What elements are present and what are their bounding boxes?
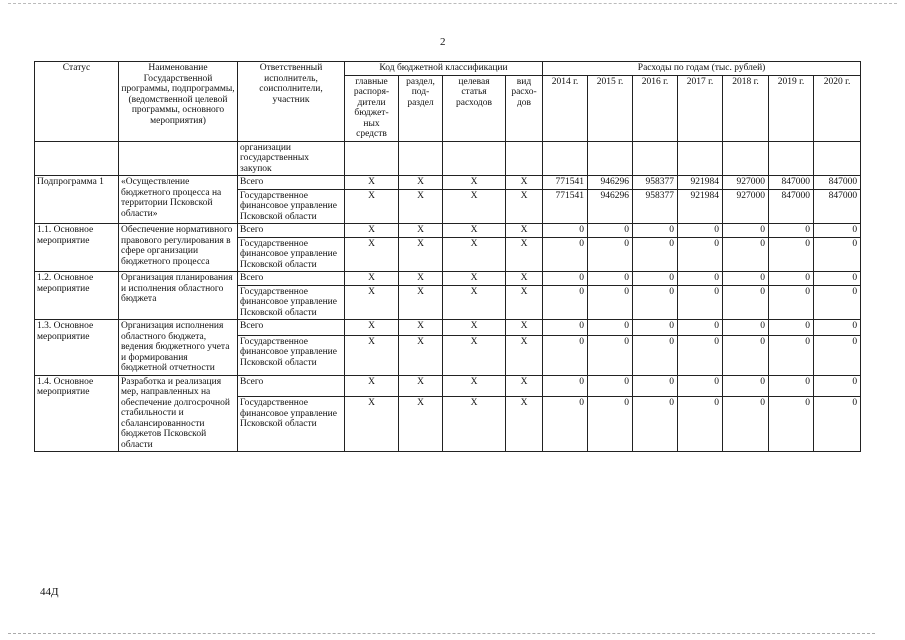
code-cell: X [345,285,399,320]
status-cell: Подпрограмма 1 [35,176,119,224]
table-row [35,320,861,336]
code-cell: X [399,176,443,190]
header-year: 2014 г. [543,75,588,141]
responsible-cell: Всего [238,272,345,286]
code-cell: X [399,272,443,286]
header-responsible: Ответственный исполнитель, соисполнители, участник [238,62,345,142]
responsible-cell: Государственное финансовое управление Псковской области [238,335,345,375]
value-cell: 0 [814,285,861,320]
responsible-cell: Всего [238,176,345,190]
value-cell: 0 [678,320,723,336]
value-cell: 0 [769,397,814,452]
value-cell: 0 [543,397,588,452]
value-cell: 0 [543,224,588,238]
responsible-cell: Государственное финансовое управление Псковской области [238,189,345,224]
header-name: Наименование Государственной программы, подпрограммы, (ведомственной целевой программы, основного мероприятия) [119,62,238,142]
code-cell: X [506,285,543,320]
footer-code: 44Д [40,586,59,598]
value-cell: 0 [814,272,861,286]
code-cell: X [506,272,543,286]
value-cell: 0 [678,335,723,375]
continuation-responsible: организации государственных закупок [238,141,345,176]
code-cell: X [399,285,443,320]
value-cell: 0 [769,335,814,375]
code-cell: X [443,397,506,452]
value-cell: 0 [769,285,814,320]
responsible-cell: Всего [238,320,345,336]
responsible-cell: Всего [238,375,345,397]
value-cell: 847000 [814,189,861,224]
value-cell: 927000 [723,176,769,190]
code-cell: X [345,397,399,452]
code-cell: X [506,375,543,397]
value-cell: 0 [678,224,723,238]
code-cell: X [443,335,506,375]
header-year: 2019 г. [769,75,814,141]
value-cell: 0 [588,320,633,336]
value-cell: 0 [633,237,678,272]
code-cell: X [399,375,443,397]
value-cell: 0 [769,237,814,272]
code-cell: X [506,320,543,336]
header-code-col: целевая статья расходов [443,75,506,141]
value-cell: 0 [769,375,814,397]
value-cell: 0 [814,375,861,397]
value-cell: 0 [678,272,723,286]
code-cell: X [443,224,506,238]
value-cell: 847000 [814,176,861,190]
code-cell: X [399,224,443,238]
code-cell: X [443,285,506,320]
code-cell: X [443,375,506,397]
value-cell: 946296 [588,176,633,190]
value-cell: 0 [543,320,588,336]
value-cell: 958377 [633,189,678,224]
value-cell: 0 [588,375,633,397]
value-cell: 0 [678,285,723,320]
code-cell: X [443,176,506,190]
status-cell: 1.2. Основное мероприятие [35,272,119,320]
value-cell: 927000 [723,189,769,224]
value-cell: 0 [723,335,769,375]
value-cell: 946296 [588,189,633,224]
code-cell: X [345,189,399,224]
code-cell: X [443,237,506,272]
code-cell: X [506,397,543,452]
scan-bottom-edge [8,633,875,634]
value-cell: 0 [543,237,588,272]
code-cell: X [345,375,399,397]
value-cell: 0 [723,224,769,238]
value-cell: 0 [588,335,633,375]
value-cell: 0 [769,224,814,238]
value-cell: 0 [633,285,678,320]
status-cell: 1.4. Основное мероприятие [35,375,119,452]
code-cell: X [345,176,399,190]
value-cell: 0 [543,375,588,397]
header-year: 2015 г. [588,75,633,141]
value-cell: 0 [633,375,678,397]
table-row [35,224,861,238]
table-row [35,375,861,397]
responsible-cell: Государственное финансовое управление Псковской области [238,397,345,452]
table-body [35,141,861,452]
value-cell: 921984 [678,189,723,224]
value-cell: 0 [543,285,588,320]
code-cell: X [345,237,399,272]
name-cell: Организация исполнения областного бюджета, ведения бюджетного учета и формирования бюджетной отчетности [119,320,238,376]
table-row [35,272,861,286]
code-cell: X [443,189,506,224]
value-cell: 0 [723,320,769,336]
budget-table [34,61,861,452]
code-cell: X [345,272,399,286]
page-number: 2 [440,36,446,48]
header-year: 2020 г. [814,75,861,141]
value-cell: 0 [769,272,814,286]
value-cell: 958377 [633,176,678,190]
value-cell: 771541 [543,176,588,190]
value-cell: 0 [814,335,861,375]
value-cell: 0 [723,272,769,286]
code-cell: X [345,320,399,336]
scan-top-edge [8,3,897,4]
value-cell: 771541 [543,189,588,224]
value-cell: 921984 [678,176,723,190]
value-cell: 0 [588,237,633,272]
value-cell: 0 [588,272,633,286]
code-cell: X [506,176,543,190]
value-cell: 0 [633,335,678,375]
header-year: 2016 г. [633,75,678,141]
value-cell: 0 [723,237,769,272]
header-code-col: раздел, под-раздел [399,75,443,141]
value-cell: 0 [543,272,588,286]
code-cell: X [443,272,506,286]
name-cell: «Осуществление бюджетного процесса на территории Псковской области» [119,176,238,224]
header-budget-code: Код бюджетной классификации [345,62,543,76]
status-cell: 1.3. Основное мероприятие [35,320,119,376]
value-cell: 0 [678,237,723,272]
code-cell: X [506,335,543,375]
value-cell: 0 [723,375,769,397]
value-cell: 0 [723,285,769,320]
code-cell: X [399,335,443,375]
code-cell: X [345,224,399,238]
code-cell: X [506,224,543,238]
value-cell: 0 [814,397,861,452]
code-cell: X [399,320,443,336]
name-cell: Обеспечение нормативного правового регулирования в сфере организации бюджетного процесса [119,224,238,272]
code-cell: X [443,320,506,336]
code-cell: X [399,237,443,272]
value-cell: 847000 [769,189,814,224]
status-cell: 1.1. Основное мероприятие [35,224,119,272]
value-cell: 0 [543,335,588,375]
code-cell: X [506,189,543,224]
name-cell: Разработка и реализация мер, направленных на обеспечение долгосрочной стабильности и сбалансированности бюджетов Псковской области [119,375,238,452]
responsible-cell: Всего [238,224,345,238]
responsible-cell: Государственное финансовое управление Псковской области [238,237,345,272]
header-code-col: главные распоря-дители бюджет-ных средств [345,75,399,141]
header-status: Статус [35,62,119,142]
value-cell: 0 [814,237,861,272]
value-cell: 0 [678,397,723,452]
value-cell: 0 [814,320,861,336]
value-cell: 0 [633,224,678,238]
value-cell: 0 [723,397,769,452]
header-year: 2018 г. [723,75,769,141]
code-cell: X [506,237,543,272]
code-cell: X [345,335,399,375]
value-cell: 0 [633,272,678,286]
code-cell: X [399,397,443,452]
value-cell: 0 [588,397,633,452]
value-cell: 0 [678,375,723,397]
name-cell: Организация планирования и исполнения областного бюджета [119,272,238,320]
code-cell: X [399,189,443,224]
header-year: 2017 г. [678,75,723,141]
table-row [35,176,861,190]
continuation-row [35,141,861,176]
value-cell: 0 [588,285,633,320]
header-expenses: Расходы по годам (тыс. рублей) [543,62,861,76]
value-cell: 0 [633,397,678,452]
value-cell: 847000 [769,176,814,190]
header-code-col: вид расхо-дов [506,75,543,141]
value-cell: 0 [814,224,861,238]
responsible-cell: Государственное финансовое управление Псковской области [238,285,345,320]
value-cell: 0 [633,320,678,336]
value-cell: 0 [769,320,814,336]
value-cell: 0 [588,224,633,238]
